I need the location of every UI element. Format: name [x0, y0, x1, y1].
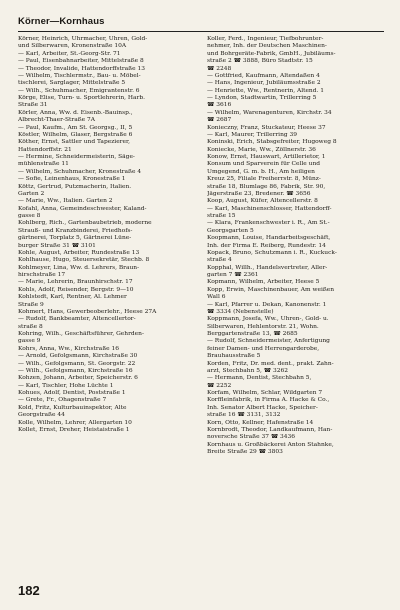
entry-line: Kohzen, Johann, Arbeiter, Speicherstr. 6	[18, 375, 138, 382]
listing-columns	[18, 36, 386, 576]
entry-line: nehmer, Inh. der Deutschen Maschinen-	[207, 43, 327, 50]
entry-line: burger Straße 31 ☎ 3101	[18, 242, 96, 249]
entry-line: — Hermine, Schneidermeisterin, Säge-	[18, 154, 135, 160]
entry-line: Korfam, Wilhelm, Schlar, Wildgarten 7	[207, 390, 323, 396]
entry-line: Kornhaus u. Großbäckerei Anton Stahnke,	[207, 441, 334, 448]
entry-line: garten 7 ☎ 2361	[207, 272, 259, 278]
entry-line: — Karl, Maurer, Trillerring 39	[207, 131, 298, 138]
entry-line: Koniecke, Marie, Ww., Zöllnerstr. 36	[207, 146, 316, 153]
entry-line: Körler, Anna, Ww. d. Eisenb.-Bauinsp.,	[18, 109, 133, 116]
entry-line: Inh. Senator Albert Hacke, Speicher-	[207, 404, 318, 411]
entry-line: Kopmann, Wilhelm, Arbeiter, Heese 5	[207, 279, 320, 286]
entry-line: — Klara, Frankenschwester i. R., Am St.-	[207, 220, 330, 227]
entry-line: — Wilh., Schuhmacher, Emigrantenstr. 6	[18, 87, 140, 94]
entry-line: straße 4	[207, 257, 232, 264]
entry-line: ☎ 3616	[207, 102, 232, 109]
entry-line: — Wilh., Gefolgsmann, St. Georgstr. 22	[18, 360, 136, 367]
entry-line: ☎ 3334 (Nebenstelle)	[207, 308, 274, 315]
entry-line: feiner Damen- und Herrengarderobe,	[207, 345, 320, 352]
entry-line: gasse 9	[18, 338, 41, 345]
entry-line: Koopmann, Louise, Handarbeitsgeschäft,	[207, 235, 331, 242]
entry-line: Georgstraße 44	[18, 412, 65, 419]
entry-line: hirschstraße 17	[18, 272, 66, 278]
entry-line: Hattendorffstr. 21	[18, 146, 72, 153]
entry-line: — Paul, Kaufm., Am St. Georgsg., II, 5	[18, 124, 133, 131]
entry-line: Köttz, Gertrud, Putzmacherin, Italien.	[18, 183, 132, 190]
entry-line: und Silberwaren, Kronenstraße 10A	[18, 43, 127, 50]
header-rule	[18, 31, 384, 32]
entry-line: Körge, Elise, Turn- u. Sportlehrerin, Harb.	[18, 95, 146, 101]
entry-line: Köstler, Wilhelm, Glaser, Bergstraße 6	[18, 131, 133, 138]
entry-line: Inh. der Firma E. Reiberg, Rundestr. 14	[207, 242, 326, 249]
entry-line: — Gottfried, Kaufmann, Altendaßen 4	[207, 72, 320, 79]
entry-line: Jägerstraße 23, Bredener. ☎ 3656	[207, 190, 311, 197]
entry-line: Brauhausstraße 5	[207, 353, 261, 360]
entry-line: Kornbrodt, Theodor, Landkaufmann, Han-	[207, 426, 333, 433]
entry-line: Kohmert, Hans, Gewerbeoberlehr., Heese 27A	[18, 308, 157, 315]
entry-line: tischlerei, Sarglager, Mittelstraße 5	[18, 80, 126, 87]
entry-line: Koller, Ferd., Ingenieur, Tiefbohrunter-	[207, 36, 324, 42]
entry-line: straße 18, Blumlage 86, Fabrik, Str. 90,	[207, 183, 326, 190]
entry-line: Konow, Ernst, Hauswart, Artillerietor, 1	[207, 154, 326, 160]
entry-line: Wall 6	[207, 294, 226, 301]
entry-line: — Hans, Ingenieur, Jubiläumsstraße 2	[207, 80, 321, 87]
entry-line: mühlenstraße 11	[18, 161, 69, 168]
entry-line: arzt, Stechbahn 5, ☎ 3262	[207, 367, 288, 374]
entry-line: gärtnerei, Torplatz 5, Gärtnerei Lüne-	[18, 235, 132, 242]
entry-line: Korn, Otto, Kellner, Hafenstraße 14	[207, 419, 314, 426]
entry-line: — Karl, Tischler, Hohe Lüchte 1	[18, 382, 114, 389]
entry-line: — Rudolf, Bankbeamter, Altencellertor-	[18, 316, 136, 323]
entry-line: gasse 8	[18, 213, 41, 219]
entry-line: Kohlstedt, Karl, Rentner, Al. Lehmer	[18, 294, 127, 301]
entry-line: Straße 31	[18, 102, 48, 109]
entry-line: Kohlhause, Hugo, Steuersekretär, Stechb. 8	[18, 257, 150, 264]
entry-line: noversche Straße 37 ☎ 3436	[207, 434, 296, 441]
entry-line: ☎ 2687	[207, 117, 232, 124]
entry-line: Kohlmeyer, Lina, Ww. d. Lehrers, Braun-	[18, 264, 140, 271]
entry-line: Koppmann, Josefa, Ww., Uhren-, Gold- u.	[207, 316, 329, 323]
entry-line: — Wilh., Gefolgsmann, Kirchstraße 16	[18, 367, 133, 374]
entry-line: und Bohrgeräte-Fabrik, GmbH., Jubiläums-	[207, 50, 336, 57]
entry-line: Kopp, Erwin, Maschinenbauer, Am weißen	[207, 286, 335, 293]
entry-line: — Sofie, Leinenhaus, Kronestraße 1	[18, 176, 126, 183]
entry-line: Koninski, Erich, Stabsgefreiter, Hugoweg 8	[207, 139, 337, 146]
entry-line: — Karl, Pfarrer u. Dekan, Kanonenstr. 1	[207, 301, 327, 308]
entry-line: — Marie, Lehrerin, Braunhirschstr. 17	[18, 279, 133, 286]
entry-line: — Karl, Maschinenschlosser, Hattendorff-	[207, 205, 332, 212]
entry-line: — Hermann, Dentist, Stechbahn 5,	[207, 375, 312, 382]
page-header: Körner—Kornhaus	[18, 16, 105, 27]
entry-line: ☎ 2252	[207, 382, 232, 389]
entry-line: Kold, Fritz, Kulturbauinspektor, Alte	[18, 404, 127, 411]
right-column	[207, 36, 386, 576]
entry-line: Albrecht-Thaer-Straße 7A	[18, 117, 96, 124]
entry-line: Kopphal, Willh., Handelsvertreter, Aller-	[207, 264, 328, 271]
entry-line: Kohls, Adolf, Reisender, Bergstr. 9—10	[18, 286, 134, 293]
entry-line: — Wilhelm, Tischlermstr., Bau- u. Möbel-	[18, 72, 141, 79]
entry-line: straße 8	[18, 323, 43, 330]
entry-line: — Lyndon, Stadtwartin, Trillerring 5	[207, 95, 317, 101]
entry-line: Koop, August, Küfer, Altencellerstr. 8	[207, 198, 318, 205]
left-column	[18, 36, 197, 576]
entry-line: Georgsgarten 5	[207, 227, 254, 234]
entry-line: Korffleinfabrik, in Firma A. Hacke & Co.,	[207, 397, 330, 404]
entry-line: — Wilhelm, Warenagenturen, Kirchstr. 34	[207, 109, 332, 116]
entry-line: Kopack, Bruno, Schutzmann i. R., Kuckuck-	[207, 249, 337, 256]
entry-line: Köther, Ernst, Sattler und Tapezierer,	[18, 139, 131, 146]
entry-line: Kohle, August, Arbeiter, Rundestraße 13	[18, 249, 140, 256]
entry-line: straße 2 ☎ 3888, Büro Stadtstr. 15	[207, 58, 313, 65]
entry-line: Korden, Fritz, Dr. med. dent., prakt. Zahn-	[207, 360, 334, 367]
entry-line: — Henriette, Ww., Rentnerin, Altend. 1	[207, 87, 324, 94]
entry-line: Silberwaren, Hehlentorstr. 21, Wohn.	[207, 323, 319, 330]
page-number: 182	[18, 583, 40, 598]
entry-line: Kollet, Ernst, Dreher, Heistaistraße 1	[18, 426, 130, 433]
entry-line: Umgegend, G. m. b. H., Am heiligen	[207, 168, 315, 175]
entry-line: Garten 2	[18, 190, 45, 197]
entry-line: Kohlberg, Rich., Gartenbaubetrieb, moderne	[18, 220, 152, 227]
entry-line: Konsum und Sparverein für Celle und	[207, 161, 321, 168]
entry-line: — Paul, Eisenbahnarbeiter, Mittelstraße 8	[18, 58, 144, 65]
entry-line: Straße 9	[18, 301, 44, 308]
entry-line: Konieczny, Franz, Stuckateur, Heese 37	[207, 124, 326, 131]
entry-line: Kohues, Adolf, Dentist, Poststraße 1	[18, 390, 126, 396]
entry-line: — Wilhelm, Schuhmacher, Kronestraße 4	[18, 168, 142, 175]
entry-line: — Grete, Fr., Ohagenstraße 7	[18, 397, 107, 404]
entry-line: — Theodor, Invalide, Hattendorffstraße 13	[18, 65, 145, 72]
entry-line: Körner, Heinrich, Uhrmacher, Uhren, Gold-	[18, 36, 148, 42]
entry-line: Kreuz 25, Filiale Freiherrstr. 8, Münz-	[207, 176, 321, 183]
entry-line: Kohrs, Anna, Ww., Kirchstraße 16	[18, 345, 119, 352]
entry-line: — Karl, Arbeiter, St.-Georg-Str. 71	[18, 50, 121, 57]
entry-line: Kohring, Wilh., Geschäftsführer, Gehrden-	[18, 331, 144, 337]
entry-line: Strauß- und Kranzbinderei, Friedhofs-	[18, 227, 133, 234]
entry-line: Breite Straße 29 ☎ 3803	[207, 449, 283, 455]
entry-line: Berggartenstraße 13, ☎ 2685	[207, 331, 298, 337]
entry-line: ☎ 2248	[207, 65, 232, 72]
entry-line: — Rudolf, Schneidermeister, Anfertigung	[207, 338, 330, 345]
entry-line: straße 16 ☎ 3131, 3132	[207, 412, 281, 419]
entry-line: straße 15	[207, 213, 236, 219]
entry-line: — Arnold, Gefolgsmann, Kirchstraße 30	[18, 353, 138, 360]
entry-line: — Marie, Ww., Italien. Garten 2	[18, 198, 113, 205]
entry-line: Kofahl, Anna, Gemeindeschwester, Kaland-	[18, 205, 147, 212]
entry-line: Kolle, Wilhelm, Lehrer, Allergarten 10	[18, 419, 132, 426]
